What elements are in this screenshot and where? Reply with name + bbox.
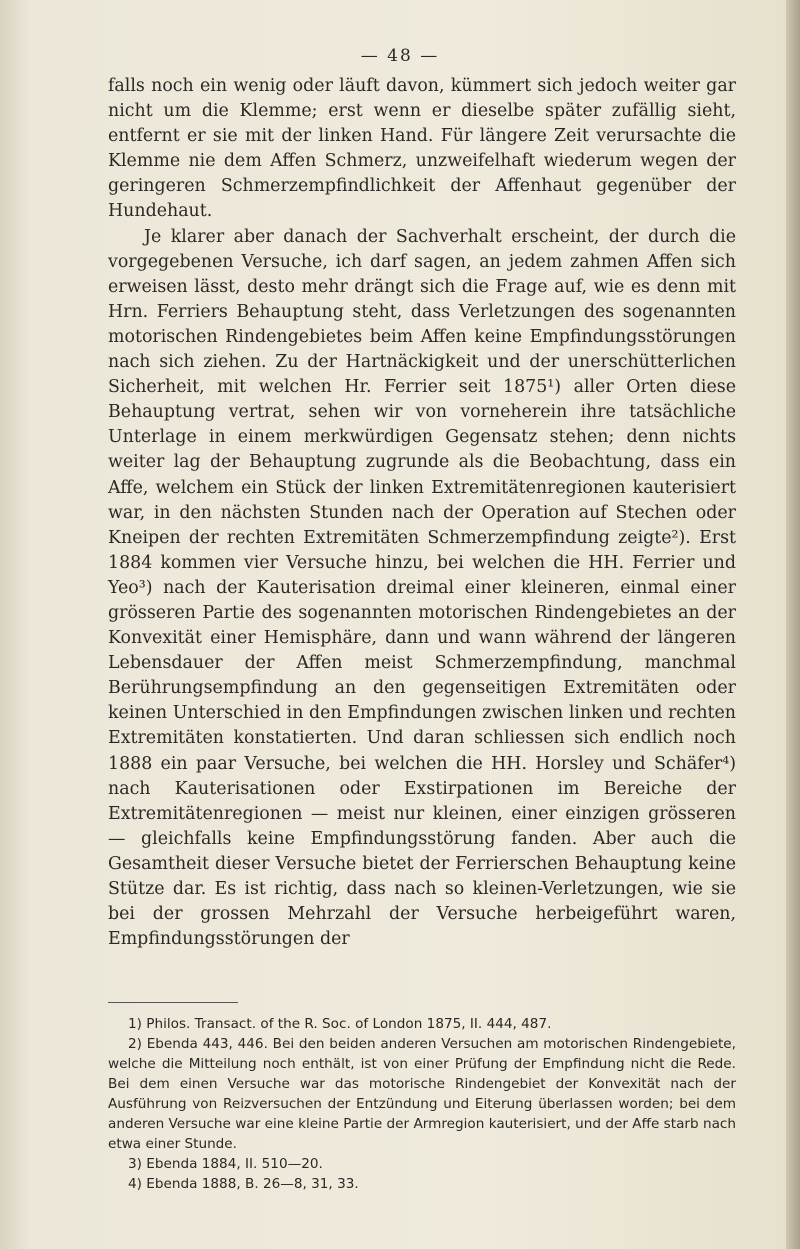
page-number-header: — 48 — [360,46,440,66]
footnote-divider [108,1002,238,1003]
paragraph: falls noch ein wenig oder läuft davon, kümmert sich jedoch weiter gar nicht um die Klemme; erst wenn er dieselbe später zufällig sieht, entfernt er sie mit der linken Hand. Für längere Zeit verursachte die Klemme nie dem Affen Schmerz, unzweifelhaft wiederum wegen der geringeren Schmerzempfindlichkeit der Affenhaut gegenüber der Hundehaut. [108,76,736,222]
footnotes [108,1014,736,1194]
footnote-2: 2) Ebenda 443, 446. Bei den beiden anderen Versuchen am motorischen Rindengebiete, welche die Mitteilung noch enthält, ist von einer Prüfung der Empfindung nicht die Rede. Bei dem einen Versuche war das motorische Rindengebiet der Konvexität nach der Ausführung von Reizversuchen der Entzündung und Eiterung überlassen worden; bei dem anderen Versuche war eine kleine Partie der Armregion kauterisiert, und der Affe starb nach etwa einer Stunde. [108,1036,736,1152]
paragraph: Je klarer aber danach der Sachverhalt erscheint, der durch die vorgegebenen Versuche, ich darf sagen, an jedem zahmen Affen sich erweisen lässt, desto mehr drängt sich die Frage auf, wie es denn mit Hrn. Ferriers Behauptung steht, dass Verletzungen des sogenannten motorischen Rindengebietes beim Affen keine Empfindungsstörungen nach sich ziehen. Zu der Hartnäckigkeit und der unerschütterlichen Sicherheit, mit welchen Hr. Ferrier seit 1875¹) aller Orten diese Behauptung vertrat, sehen wir von vorneherein ihre tatsächliche Unterlage in einem merkwürdigen Gegensatz stehen; denn nichts weiter lag der Behauptung zugrunde als die Beobachtung, dass ein Affe, welchem ein Stück der linken Extremitätenregionen kauterisiert war, in den nächsten Stunden nach der Operation auf Stechen oder Kneipen der rechten Extremitäten Schmerzempfindung zeigte²). Erst 1884 kommen vier Versuche hinzu, bei welchen die HH. Ferrier und Yeo³) nach der Kauterisation dreimal einer kleineren, einmal einer grösseren Partie des sogenannten motorischen Rindengebietes an der Konvexität einer Hemisphäre, dann und wann während der längeren Lebensdauer der Affen meist Schmerzempfindung, manchmal Berührungsempfindung an den gegenseitigen Extremitäten oder keinen Unterschied in den Empfindungen zwischen linken und rechten Extremitäten konstatierten. Und daran schliessen sich endlich noch 1888 ein paar Versuche, bei welchen die HH. Horsley und Schäfer⁴) nach Kauterisationen oder Exstirpationen im Bereiche der Extremitätenregionen — meist nur kleinen, einer einzigen grösseren — gleichfalls keine Empfindungsstörung fanden. Aber auch die Gesamtheit dieser Versuche bietet der Ferrierschen Behauptung keine Stütze dar. Es ist richtig, dass nach so kleinen-Verletzungen, wie sie bei der grossen Mehrzahl der Versuche herbeigeführt waren, Empfindungsstörungen der [108,226,736,950]
footnote-4: 4) Ebenda 1888, B. 26—8, 31, 33. [128,1176,359,1192]
footnote-3: 3) Ebenda 1884, II. 510—20. [128,1156,323,1172]
page-edge-shadow [786,0,800,1249]
main-text [108,74,736,952]
footnote-1: 1) Philos. Transact. of the R. Soc. of London 1875, II. 444, 487. [128,1016,552,1032]
